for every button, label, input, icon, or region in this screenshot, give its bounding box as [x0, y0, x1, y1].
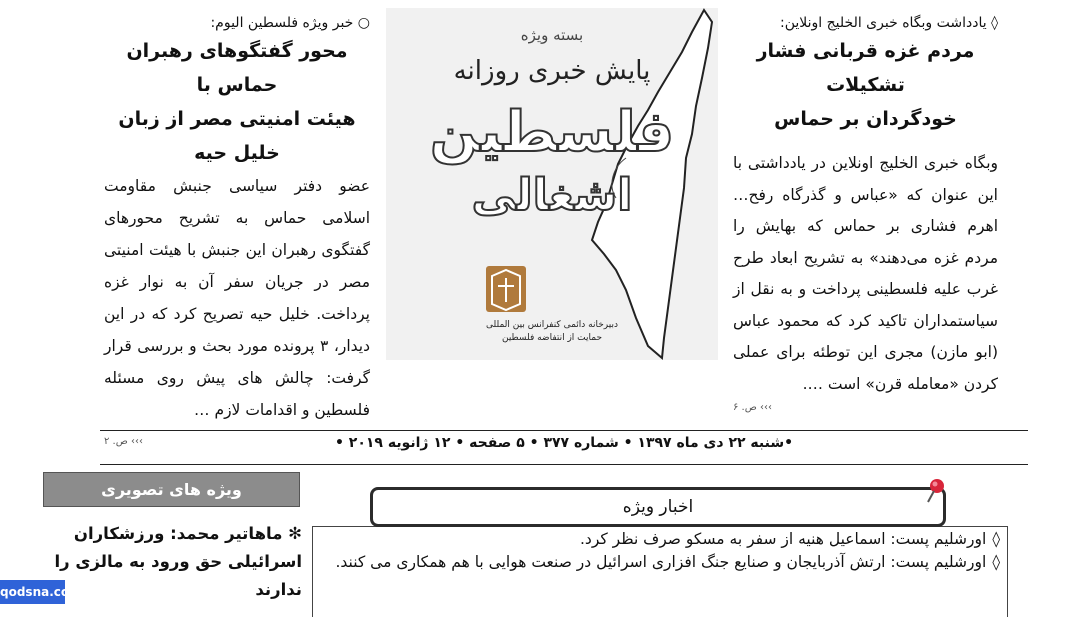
right-article: [733, 12, 998, 413]
divider-bottom: [100, 464, 1028, 465]
gallery-headline[interactable]: ✻ ماهاتیر محمد: ورزشکاران اسرائیلی حق ورود به مالزی را ندارند: [54, 524, 302, 599]
poster-org-line-1: دبیرخانه دائمی کنفرانس بین المللی: [486, 320, 618, 330]
poster-big-word-2: اشغالی: [471, 170, 633, 221]
pushpin-icon: [924, 478, 946, 508]
special-news-item-text: اورشلیم پست: اسماعیل هنیه از سفر به مسکو صرف نظر کرد.: [579, 530, 987, 548]
right-article-headline-2[interactable]: خودگردان بر حماس: [774, 108, 957, 130]
left-article-headline-2[interactable]: هیئت امنیتی مصر از زبان خلیل حیه: [118, 108, 356, 164]
poster-org-line-2: حمایت از انتفاضه فلسطین: [501, 333, 603, 343]
special-news-header: اخبار ویژه: [370, 487, 946, 527]
right-article-page-ref[interactable]: ››› ص. ۶: [733, 402, 772, 413]
issue-dateline: •شنبه ۲۲ دی ماه ۱۳۹۷ • شماره ۳۷۷ • ۵ صفحه • ۱۲ ژانویه ۲۰۱۹ •: [334, 435, 794, 451]
gallery-section-header: ویژه های تصویری: [43, 472, 300, 507]
diamond-bullet-icon: ◊: [992, 553, 1000, 571]
special-news-item-text: اورشلیم پست: ارتش آذربایجان و صنایع جنگ افزاری اسرائیل در صنعت هوایی با هم همکاری می کنند.: [335, 553, 987, 571]
left-article: [104, 12, 370, 447]
special-news-item[interactable]: [320, 551, 1000, 574]
special-news-item[interactable]: [320, 528, 1000, 551]
poster-top-label: بسته ویژه: [520, 26, 584, 44]
right-article-kicker: ◊ یادداشت وبگاه خبری الخلیج اونلاین:: [780, 15, 998, 31]
site-watermark: qodsna.com: [0, 580, 65, 604]
cover-poster: [386, 8, 718, 360]
right-article-body: وبگاه خبری الخلیج اونلاین در یادداشتی با این عنوان که «عباس و گذرگاه رفح… اهرم فشاری بر حماس که بهایش را مردم غزه می‌دهند» به تشریح ابعاد طرح غرب علیه فلسطینی پرداخت و به نقل از سیاستمداران تاکید کرد که محمود عباس (ابو مازن) مجری این توطئه برای عملی کردن «معامله قرن» است ….: [733, 154, 998, 393]
poster-big-word-1: فلسطین: [429, 100, 675, 165]
diamond-bullet-icon: ◊: [992, 530, 1000, 548]
special-news-list: [320, 528, 1000, 574]
left-article-page-ref[interactable]: ››› ص. ۲: [104, 436, 143, 447]
right-article-headline-1[interactable]: مردم غزه قربانی فشار تشکیلات: [756, 40, 975, 96]
conference-logo-icon: [486, 266, 526, 312]
divider-top: [100, 430, 1028, 431]
left-article-kicker: ○ خبر ویژه فلسطین الیوم:: [210, 15, 370, 31]
poster-title: پایش خبری روزانه: [453, 56, 651, 86]
left-article-body: عضو دفتر سیاسی جنبش مقاومت اسلامی حماس به تشریح محورهای گفتگوی رهبران این جنبش با هیئت امنیتی مصر در جریان سفر آن به نوار غزه پرداخت. خلیل حیه تصریح کرد که در این دیدار، ۳ پرونده مورد بحث و بررسی قرار گرفت: چالش های پیش روی مسئله فلسطین و اقدامات لازم …: [104, 177, 370, 419]
left-article-headline-1[interactable]: محور گفتگوهای رهبران حماس با: [126, 40, 348, 96]
